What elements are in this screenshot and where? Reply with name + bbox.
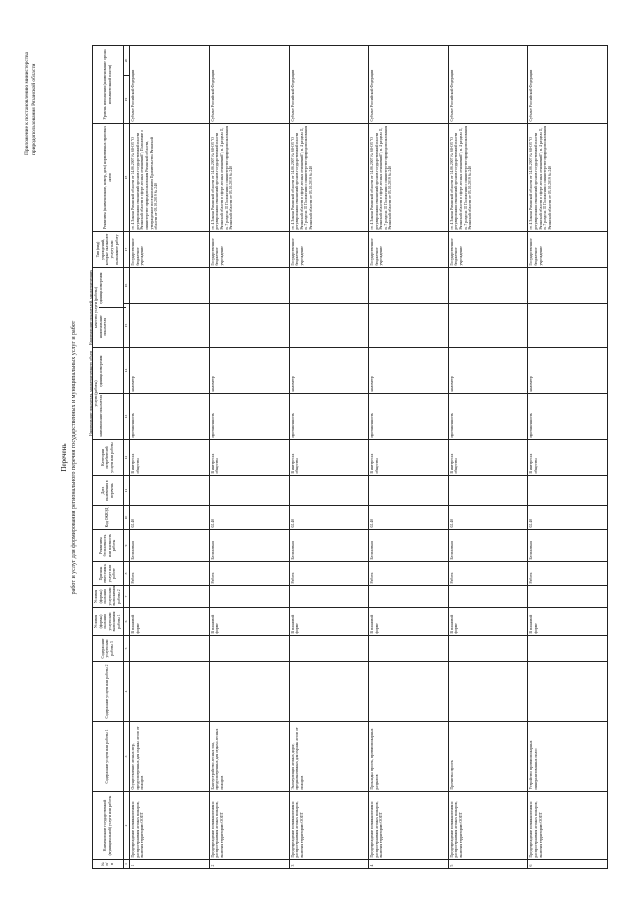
cell-vol-name: протяженность <box>448 394 528 440</box>
cell-consumers: В интересах общества <box>528 440 608 476</box>
cell-okved: 02.40 <box>448 506 528 530</box>
cell-cond2 <box>289 586 369 608</box>
table-row <box>289 46 369 869</box>
cell-pay: Бесплатная <box>289 530 369 562</box>
cell-inst: Государственное бюджетное учреждение <box>369 232 449 268</box>
volume-subheaders <box>99 350 127 438</box>
cell-content1: Осуществление лесных мер, предусмотренных для охраны лесов от пожаров <box>130 722 210 792</box>
cell-content1: Эксплуатация лесных дорог, предназначенных для охраны лесов от пожаров <box>289 722 369 792</box>
col-header-okved: Код ОКВЭД <box>93 506 124 530</box>
table-row <box>130 46 210 869</box>
col-header-institution: Тип (вид) учреждений, которые оказывают услугу или выполняют работу <box>93 232 124 268</box>
services-table <box>89 45 608 869</box>
table-row <box>369 46 449 869</box>
cell-cond1: В плановой форме <box>528 608 608 636</box>
cell-pay: Бесплатная <box>209 530 289 562</box>
col-header-quality-title: Наименование показателей, характеризующих качество услуги (работы) <box>89 269 98 346</box>
cell-vol-unit: километр <box>528 348 608 394</box>
cell-content2 <box>369 662 449 722</box>
cell-date <box>528 476 608 506</box>
document-subtitle: работ и услуг для формирования регионального перечня государственных и муниципальных услуг и работ <box>71 320 77 595</box>
cell-vol-name: протяженность <box>130 394 210 440</box>
cell-num: 2 <box>209 860 289 869</box>
cell-acts: ст. 4 Закона Рязанской области от 14.06.2007 № 68-ОЗ "О регулировании отношений органов государственной власти Рязанской области в сфере лесных отношений"; п. 4 раздела II, п. 7 раздела III Положения о министерстве природопользования Рязанской области от 03.10.2019 № 240 <box>369 124 449 232</box>
table-row <box>448 46 528 869</box>
vol-sub-name: наименование показателя <box>98 395 103 437</box>
cell-cond2 <box>209 586 289 608</box>
cell-vol-unit: километр <box>448 348 528 394</box>
cell-name: Предупреждение возникновения и распространения лесных пожаров, включая территорию ООПТ <box>448 792 528 860</box>
cell-content1: Прочистка просек <box>448 722 528 792</box>
cell-consumers: В интересах общества <box>448 440 528 476</box>
cell-qual-name <box>209 304 289 348</box>
cell-consumers: В интересах общества <box>209 440 289 476</box>
cell-inst: Государственное бюджетное учреждение <box>289 232 369 268</box>
qual-sub-name: наименование показателя <box>98 315 108 339</box>
cell-num: 3 <box>289 860 369 869</box>
cell-sign: Работа <box>448 562 528 586</box>
cell-cond2 <box>130 586 210 608</box>
cell-content2 <box>289 662 369 722</box>
cell-cond1: В плановой форме <box>448 608 528 636</box>
cell-content2 <box>528 662 608 722</box>
cell-qual-name <box>130 304 210 348</box>
cell-okved: 02.40 <box>289 506 369 530</box>
cell-acts: ст. 4 Закона Рязанской области от 14.06.2007 № 68-ОЗ "О регулировании отношений органов государственной власти Рязанской области в сфере лесных отношений"; п. 4 раздела II, п. 7 раздела III Положения о министерстве природопользования Рязанской области от 03.10.2019 № 240 <box>209 124 289 232</box>
cell-cond1: В плановой форме <box>209 608 289 636</box>
cell-qual-unit <box>130 268 210 304</box>
column-number: 8 <box>123 562 130 586</box>
cell-content3 <box>289 636 369 662</box>
cell-cond1: В плановой форме <box>289 608 369 636</box>
cell-cond2 <box>448 586 528 608</box>
header-note <box>24 52 38 155</box>
column-number: 12 <box>123 440 130 476</box>
table-row <box>209 46 289 869</box>
col-header-date: Дата включения в перечень <box>93 476 124 506</box>
column-number: 14 <box>123 348 130 394</box>
cell-acts: ст. 4 Закона Рязанской области от 14.06.2007 № 68-ОЗ "О регулировании отношений органов государственной власти Рязанской области в сфере лесных отношений"; п. 4 раздела II, п. 7 раздела III Положения о министерстве природопользования Рязанской области от 03.10.2019 № 240 <box>528 124 608 232</box>
col-header-volume-title: Наименование показателя, характеризующего объем услуги (работы) <box>89 350 98 437</box>
col-header-quality <box>89 268 124 348</box>
cell-okved: 02.40 <box>528 506 608 530</box>
cell-qual-unit <box>289 268 369 304</box>
cell-date <box>130 476 210 506</box>
qual-sub-unit: единица измерения <box>99 270 127 309</box>
cell-level: Субъект Российской Федерации <box>130 46 210 124</box>
column-number: 1 <box>123 860 130 869</box>
cell-cond2 <box>528 586 608 608</box>
cell-content3 <box>209 636 289 662</box>
cell-level: Субъект Российской Федерации <box>448 46 528 124</box>
col-header-content3: Содержание услуги или работы 3 <box>93 636 124 662</box>
column-number: 4 <box>123 662 130 722</box>
cell-content2 <box>209 662 289 722</box>
column-number: 7 <box>123 586 130 608</box>
cell-content1: Благоустройство лесных зон, предусмотренных для отдыха лесных пожаров <box>209 722 289 792</box>
cell-content3 <box>448 636 528 662</box>
cell-content3 <box>528 636 608 662</box>
cell-inst: Государственное бюджетное учреждение <box>528 232 608 268</box>
cell-inst: Государственное бюджетное учреждение <box>130 232 210 268</box>
cell-pay: Бесплатная <box>369 530 449 562</box>
cell-consumers: В интересах общества <box>130 440 210 476</box>
cell-name: Предупреждение возникновения и распространения лесных пожаров, включая территорию ООПТ <box>528 792 608 860</box>
cell-pay: Бесплатная <box>448 530 528 562</box>
cell-content2 <box>448 662 528 722</box>
column-number: 11 <box>123 476 130 506</box>
col-header-content2: Содержание услуги или работы 2 <box>93 662 124 722</box>
column-number: 5 <box>123 636 130 662</box>
cell-sign: Работа <box>130 562 210 586</box>
col-header-pay: Реквизиты бесплатность или платность работы <box>93 530 124 562</box>
table-row <box>528 46 608 869</box>
cell-qual-unit <box>369 268 449 304</box>
cell-content3 <box>130 636 210 662</box>
column-number: 2 <box>123 792 130 860</box>
cell-okved: 02.40 <box>209 506 289 530</box>
cell-qual-unit <box>209 268 289 304</box>
cell-vol-name: протяженность <box>369 394 449 440</box>
cell-num: 5 <box>448 860 528 869</box>
cell-content1: Устройство противопожарных минерализованных полос <box>528 722 608 792</box>
column-number: 15 <box>123 304 130 348</box>
column-number: 13 <box>123 394 130 440</box>
cell-acts: ст. 4 Закона Рязанской области от 14.06.2007 № 68-ОЗ "О регулировании отношений органов государственной власти Рязанской области в сфере лесных отношений"; п. 4 раздела II, п. 7 раздела III Положения о министерстве природопользования Рязанской области от 03.10.2019 № 240 <box>289 124 369 232</box>
header-row <box>93 46 124 869</box>
col-header-content1: Содержание услуги или работы 1 <box>93 722 124 792</box>
cell-okved: 02.40 <box>130 506 210 530</box>
cell-sign: Работа <box>289 562 369 586</box>
cell-inst: Государственное бюджетное учреждение <box>448 232 528 268</box>
cell-num: 1 <box>130 860 210 869</box>
cell-date <box>289 476 369 506</box>
column-number: 17 <box>123 232 130 268</box>
cell-date <box>448 476 528 506</box>
cell-sign: Работа <box>369 562 449 586</box>
cell-qual-name <box>369 304 449 348</box>
cell-vol-unit: километр <box>130 348 210 394</box>
cell-pay: Бесплатная <box>528 530 608 562</box>
cell-vol-unit: километр <box>369 348 449 394</box>
cell-inst: Государственное бюджетное учреждение <box>209 232 289 268</box>
cell-cond1: В плановой форме <box>369 608 449 636</box>
cell-content1: Прокладка просек, противопожарных разрывов <box>369 722 449 792</box>
rotated-page <box>20 40 620 875</box>
cell-consumers: В интересах общества <box>289 440 369 476</box>
cell-acts: ст. 4 Закона Рязанской области от 14.06.2007 № 68-ОЗ "О регулировании отношений органов государственной власти Рязанской области в сфере лесных отношений"; Положение о министерстве природопользования Рязанской области, утвержденное постановлением Правительства Рязанской области от 03.10.2019 № 240 <box>130 124 210 232</box>
col-header-level: Уровень исполнения (наименование органа исполнительной власти) <box>93 46 124 124</box>
cell-cond1: В плановой форме <box>130 608 210 636</box>
cell-date <box>209 476 289 506</box>
cell-level: Субъект Российской Федерации <box>369 46 449 124</box>
cell-qual-name <box>289 304 369 348</box>
quality-subheaders <box>99 270 127 346</box>
column-number: 6 <box>123 608 130 636</box>
cell-level: Субъект Российской Федерации <box>528 46 608 124</box>
col-header-cond2: Условия (формы) оказания услуги или выполнения работы 2 <box>93 586 124 608</box>
cell-content3 <box>369 636 449 662</box>
cell-level: Субъект Российской Федерации <box>289 46 369 124</box>
col-header-name: Наименование государственной (муниципальной) услуги или работы <box>93 792 124 860</box>
document-title: Перечень <box>60 443 68 472</box>
vol-sub-unit: единица измерения <box>99 350 127 395</box>
col-header-sign: Признак отнесения к услуге или работе <box>93 562 124 586</box>
cell-acts: ст. 4 Закона Рязанской области от 14.06.2007 № 68-ОЗ "О регулировании отношений органов государственной власти Рязанской области в сфере лесных отношений"; п. 4 раздела II, п. 7 раздела III Положения о министерстве природопользования Рязанской области от 03.10.2019 № 240 <box>448 124 528 232</box>
cell-num: 4 <box>369 860 449 869</box>
col-header-consumers: Категории потребителей услуги или работы <box>93 440 124 476</box>
cell-sign: Работа <box>528 562 608 586</box>
cell-qual-name <box>528 304 608 348</box>
cell-consumers: В интересах общества <box>369 440 449 476</box>
cell-pay: Бесплатная <box>130 530 210 562</box>
column-number: 16 <box>123 268 130 304</box>
cell-name: Предупреждение возникновения и распространения лесных пожаров, включая территорию ООПТ <box>369 792 449 860</box>
col-header-acts: Реквизиты (наименование, номер, дата) нормативных правовых актов <box>93 124 124 232</box>
column-number: 10 <box>123 506 130 530</box>
cell-okved: 02.40 <box>369 506 449 530</box>
col-header-num: № п/п <box>93 860 124 869</box>
column-number-row <box>123 46 130 869</box>
column-number: 18 <box>123 124 130 232</box>
header-note-line2: природопользования Рязанской области <box>31 63 37 155</box>
cell-vol-name: протяженность <box>209 394 289 440</box>
column-number: 3 <box>123 722 130 792</box>
cell-vol-name: протяженность <box>289 394 369 440</box>
cell-date <box>369 476 449 506</box>
cell-vol-unit: километр <box>289 348 369 394</box>
cell-qual-unit <box>448 268 528 304</box>
col-header-cond1: Условия (формы) оказания услуги или выполнения работы 1 <box>93 608 124 636</box>
cell-name: Предупреждение возникновения и распространения лесных пожаров, включая территорию ООПТ <box>209 792 289 860</box>
column-number: 9 <box>123 530 130 562</box>
cell-sign: Работа <box>209 562 289 586</box>
col-header-volume <box>89 348 124 440</box>
column-number: 20 <box>123 46 130 76</box>
cell-name: Предупреждение возникновения и распространения лесных пожаров, включая территорию ООПТ <box>289 792 369 860</box>
cell-qual-unit <box>528 268 608 304</box>
cell-name: Предупреждение возникновения и распространения лесных пожаров, включая территорию ООПТ <box>130 792 210 860</box>
cell-num: 6 <box>528 860 608 869</box>
cell-cond2 <box>369 586 449 608</box>
column-number: 19 <box>123 76 130 124</box>
cell-qual-name <box>448 304 528 348</box>
cell-vol-unit: километр <box>209 348 289 394</box>
cell-level: Субъект Российской Федерации <box>209 46 289 124</box>
cell-vol-name: протяженность <box>528 394 608 440</box>
cell-content2 <box>130 662 210 722</box>
header-note-line1: Приложение к постановлению министерства <box>24 52 30 155</box>
